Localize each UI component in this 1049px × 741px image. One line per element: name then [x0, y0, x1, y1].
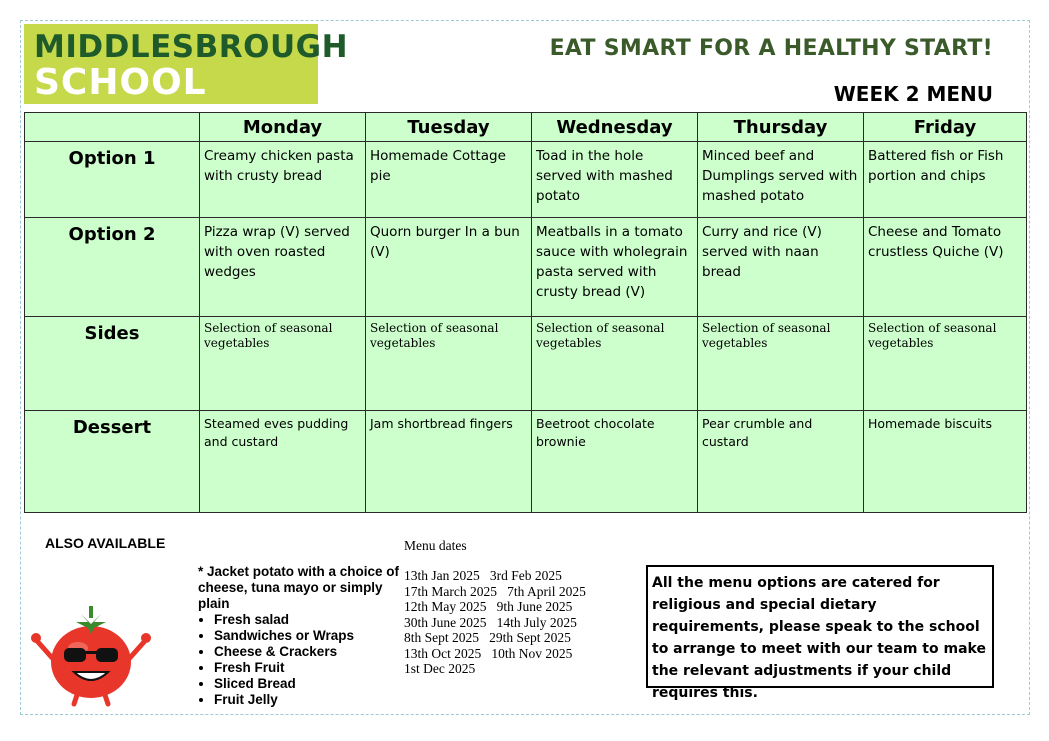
menu-cell: Creamy chicken pasta with crusty bread [200, 142, 366, 218]
list-item: • Fresh salad [214, 612, 403, 628]
menu-cell: Beetroot chocolate brownie [532, 411, 698, 513]
also-available-title: ALSO AVAILABLE [45, 535, 166, 551]
corner-cell [25, 113, 200, 142]
jacket-potato-note: * Jacket potato with a choice of cheese, tuna mayo or simply plain [198, 564, 400, 611]
day-header: Tuesday [366, 113, 532, 142]
menu-dates-label: Menu dates [404, 538, 467, 553]
menu-dates [404, 568, 586, 677]
list-item: • Sliced Bread [214, 676, 403, 692]
extras-list [198, 612, 403, 708]
day-header: Thursday [698, 113, 864, 142]
row-label: Option 2 [25, 218, 200, 317]
row-label: Sides [25, 317, 200, 411]
date-line: 13th Jan 2025 3rd Feb 2025 [404, 568, 562, 583]
table-row [25, 142, 1027, 218]
menu-cell: Battered fish or Fish portion and chips [864, 142, 1027, 218]
menu-cell: Minced beef and Dumplings served with mashed potato [698, 142, 864, 218]
row-label: Option 1 [25, 142, 200, 218]
list-item: • Sandwiches or Wraps [214, 628, 403, 644]
menu-cell: Selection of seasonal vegetables [366, 317, 532, 411]
menu-cell: Homemade Cottage pie [366, 142, 532, 218]
menu-cell: Selection of seasonal vegetables [532, 317, 698, 411]
date-line: 8th Sept 2025 29th Sept 2025 [404, 630, 571, 645]
day-header: Wednesday [532, 113, 698, 142]
menu-cell: Curry and rice (V) served with naan bread [698, 218, 864, 317]
menu-cell: Quorn burger In a bun (V) [366, 218, 532, 317]
menu-cell: Jam shortbread fingers [366, 411, 532, 513]
week-title: WEEK 2 MENU [833, 82, 993, 106]
menu-cell: Pizza wrap (V) served with oven roasted wedges [200, 218, 366, 317]
table-row [25, 218, 1027, 317]
also-available-list [198, 564, 403, 708]
menu-cell: Selection of seasonal vegetables [864, 317, 1027, 411]
day-header: Friday [864, 113, 1027, 142]
table-row [25, 411, 1027, 513]
menu-table [24, 112, 1027, 513]
list-item: • Fresh Fruit [214, 660, 403, 676]
list-item: • Cheese & Crackers [214, 644, 403, 660]
date-line: 17th March 2025 7th April 2025 [404, 583, 586, 599]
date-line: 13th Oct 2025 10th Nov 2025 [404, 645, 573, 661]
logo [24, 24, 349, 104]
list-item: • Fruit Jelly [214, 692, 403, 708]
tagline: EAT SMART FOR A HEALTHY START! [549, 36, 993, 61]
menu-cell: Steamed eves pudding and custard [200, 411, 366, 513]
header-row [25, 113, 1027, 142]
tomato-mascot-icon [26, 602, 156, 708]
logo-line2: SCHOOL [34, 62, 207, 103]
menu-cell: Selection of seasonal vegetables [200, 317, 366, 411]
table-row [25, 317, 1027, 411]
menu-cell: Homemade biscuits [864, 411, 1027, 513]
date-line: 30th June 2025 14th July 2025 [404, 614, 577, 630]
menu-cell: Toad in the hole served with mashed potato [532, 142, 698, 218]
logo-line1: MIDDLESBROUGH [34, 29, 349, 65]
day-header: Monday [200, 113, 366, 142]
menu-cell: Pear crumble and custard [698, 411, 864, 513]
date-line: 1st Dec 2025 [404, 661, 476, 676]
date-line: 12th May 2025 9th June 2025 [404, 599, 573, 614]
menu-cell: Cheese and Tomato crustless Quiche (V) [864, 218, 1027, 317]
menu-cell: Selection of seasonal vegetables [698, 317, 864, 411]
dietary-notice: All the menu options are catered for religious and special dietary requirements, please speak to the school to arrange to meet with our team to make the relevant adjustments if your child requires this. [646, 565, 994, 688]
row-label: Dessert [25, 411, 200, 513]
menu-cell: Meatballs in a tomato sauce with wholegrain pasta served with crusty bread (V) [532, 218, 698, 317]
